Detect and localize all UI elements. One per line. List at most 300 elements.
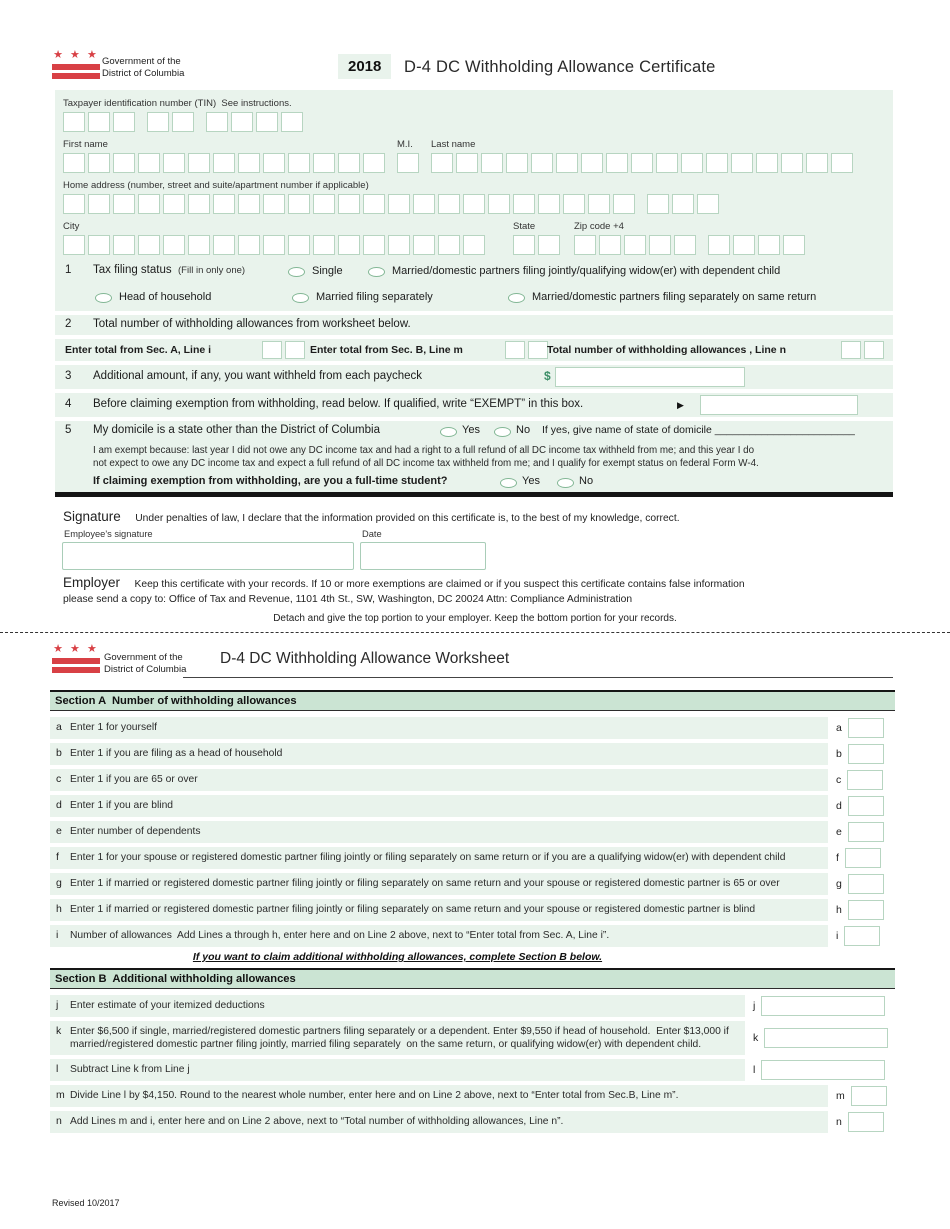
char-box[interactable] [613,194,635,214]
char-box-group [63,153,385,173]
char-box[interactable] [513,194,535,214]
dc-stars-icon: ★ ★ ★ [53,49,99,61]
line-3-label: Additional amount, if any, you want withheld from each paycheck [93,370,422,382]
entry-box-b[interactable] [848,744,884,764]
row-entry-c [828,769,895,791]
row-entry-e [828,821,895,843]
page-title: D-4 DC Withholding Allowance Certificate [404,58,716,76]
row-text-c [50,769,828,791]
employer-section [63,574,895,607]
row-letter: d [836,800,842,812]
worksheet [50,690,895,1137]
signature-declaration: Under penalties of law, I declare that the information provided on this certificate is, to the best of my knowledge, correct. [135,513,680,524]
char-box[interactable] [708,235,730,255]
row-letter: b [836,748,842,760]
line-4-label: Before claiming exemption from withholding, read below. If qualified, write “EXEMPT” in this box. [93,398,584,410]
char-box[interactable] [456,153,478,173]
row-letter: e [56,825,62,837]
sec-a-total-input [262,341,305,359]
char-box[interactable] [363,153,385,173]
row-letter: d [56,799,62,811]
char-box[interactable] [672,194,694,214]
worksheet-row-c [50,769,895,791]
char-box[interactable] [88,194,110,214]
char-box[interactable] [213,235,235,255]
char-box-group [505,341,548,359]
entry-box-n[interactable] [848,1112,884,1132]
student-yes-label: Yes [522,475,540,487]
char-box[interactable] [313,194,335,214]
line-number: 1 [65,264,72,276]
entry-box-m[interactable] [851,1086,887,1106]
exempt-arrow-icon: ▶ [677,400,684,410]
last-name-label: Last name [431,139,476,150]
char-box[interactable] [256,112,278,132]
char-box[interactable] [363,194,385,214]
char-box[interactable] [647,194,669,214]
char-box[interactable] [631,153,653,173]
char-box[interactable] [288,153,310,173]
row-label: Subtract Line k from Line j [70,1064,190,1075]
row-letter: i [56,929,59,941]
row-entry-g [828,873,895,895]
char-box-group [63,235,485,255]
row-entry-i [828,925,895,947]
row-text-m [50,1085,828,1107]
employee-signature-input[interactable] [62,542,354,570]
row-letter: m [56,1089,65,1101]
certificate-box [55,90,893,497]
char-box-group [708,235,805,255]
row-label: Enter 1 for your spouse or registered domestic partner filing jointly or filing separately on same return or if you are a qualifying widow(er) with dependent child [70,852,786,863]
row-entry-n [828,1111,895,1133]
line-4-exempt [55,393,893,417]
radio-single[interactable] [288,267,305,277]
char-box[interactable] [397,153,419,173]
option-married-sep-same-return: Married/domestic partners filing separately on same return [532,291,817,303]
char-box[interactable] [313,153,335,173]
char-box-group [147,112,194,132]
char-box[interactable] [188,235,210,255]
char-box-group [841,341,884,359]
char-box[interactable] [238,153,260,173]
line-number: 2 [65,318,72,330]
entry-box-g[interactable] [848,874,884,894]
char-box[interactable] [481,153,503,173]
char-box-group [63,194,635,214]
date-label: Date [362,529,382,539]
identity-section [55,90,893,311]
row-letter: a [836,722,842,734]
zip-input [574,235,805,255]
row-label: Enter 1 if married or registered domestic partner filing jointly or filing separately on same return and your spouse or registered domestic partner is 65 or over [70,878,780,889]
tin-label: Taxpayer identification number (TIN) See instructions. [63,98,292,109]
char-box-group [574,235,696,255]
option-married-separately: Married filing separately [316,291,433,303]
char-box[interactable] [147,112,169,132]
entry-box-c[interactable] [847,770,883,790]
fill-in-one-note: (Fill in only one) [178,265,246,276]
char-box[interactable] [463,235,485,255]
char-box[interactable] [781,153,803,173]
section-b-rows [50,995,895,1133]
char-box[interactable] [513,235,535,255]
dollar-sign: $ [544,369,551,383]
row-text-a [50,717,828,739]
row-letter: l [753,1064,756,1076]
radio-married-separately[interactable] [292,293,309,303]
char-box[interactable] [413,194,435,214]
worksheet-row-g [50,873,895,895]
row-entry-d [828,795,895,817]
row-letter: h [56,903,62,915]
char-box[interactable] [113,112,135,132]
char-box[interactable] [88,112,110,132]
char-box[interactable] [463,194,485,214]
radio-head-of-household[interactable] [95,293,112,303]
entry-box-k[interactable] [764,1028,888,1048]
home-address-label: Home address (number, street and suite/apartment number if applicable) [63,180,369,191]
row-text-l [50,1059,745,1081]
detach-note: Detach and give the top portion to your employer. Keep the bottom portion for your records. [273,613,677,624]
section-a-rows [50,717,895,947]
worksheet-row-l [50,1059,895,1081]
char-box[interactable] [588,194,610,214]
row-letter: n [56,1115,62,1127]
signature-title: Signature [63,509,121,524]
domicile-yes-label: Yes [462,424,480,436]
entry-box-f[interactable] [845,848,881,868]
row-letter: l [56,1063,59,1075]
tin-input [63,112,885,132]
char-box[interactable] [864,341,884,359]
char-box[interactable] [841,341,861,359]
employer-text-line2: please send a copy to: Office of Tax and Revenue, 1101 4th St., SW, Washington, DC 20024 Attn: Compliance Administration [63,594,633,605]
char-box[interactable] [338,194,360,214]
entry-box-a[interactable] [848,718,884,738]
char-box[interactable] [624,235,646,255]
option-married-jointly: Married/domestic partners filing jointly/qualifying widow(er) with dependent child [392,265,781,277]
row-text-f [50,847,828,869]
row-text-j [50,995,745,1017]
char-box[interactable] [113,235,135,255]
option-single: Single [312,265,343,277]
radio-domicile-yes[interactable] [440,427,457,437]
row-label: Enter 1 if married or registered domestic partner filing jointly or filing separately on same return and your spouse or registered domestic partner is blind [70,904,756,915]
city-input [63,235,485,255]
worksheet-row-i [50,925,895,947]
option-head-of-household: Head of household [119,291,212,303]
char-box[interactable] [213,153,235,173]
row-label: Enter number of dependents [70,826,201,837]
student-question: If claiming exemption from withholding, are you a full-time student? [93,475,448,487]
row-label: Add Lines m and i, enter here and on Line 2 above, next to “Total number of withholding allowances, Line n”. [70,1116,564,1127]
char-box[interactable] [388,235,410,255]
row-letter: h [836,904,842,916]
row-letter: k [753,1032,759,1044]
worksheet-row-m [50,1085,895,1107]
char-box[interactable] [263,235,285,255]
char-box[interactable] [63,153,85,173]
char-box[interactable] [783,235,805,255]
line-3-additional-amount [55,365,893,389]
char-box[interactable] [288,194,310,214]
char-box[interactable] [113,194,135,214]
char-box[interactable] [63,235,85,255]
detach-dashed-line [0,632,950,633]
char-box[interactable] [413,235,435,255]
char-box[interactable] [697,194,719,214]
line-2-allowances [55,315,893,335]
gov-label [102,56,184,79]
city-label: City [63,221,80,232]
employee-signature-label: Employee's signature [64,529,153,539]
zip-field [574,221,805,255]
char-box[interactable] [556,153,578,173]
row-label: Enter 1 if you are filing as a head of household [70,748,283,759]
last-name-field [431,139,853,173]
worksheet-row-j [50,995,895,1017]
char-box[interactable] [285,341,305,359]
row-label: Number of allowances Add Lines a through h, enter here and on Line 2 above, next to “Enter total from Sec. A, Line i”. [70,930,610,941]
row-letter: n [836,1116,842,1128]
gov-line-1: Government of the [104,652,183,663]
mi-input [397,153,419,173]
char-box[interactable] [163,235,185,255]
row-entry-b [828,743,895,765]
char-box[interactable] [281,112,303,132]
char-box[interactable] [313,235,335,255]
radio-student-yes[interactable] [500,478,517,488]
char-box-group [647,194,719,214]
gov-line-2: District of Columbia [104,663,187,675]
char-box-group [63,112,135,132]
state-of-domicile-label: If yes, give name of state of domicile ________________________ [542,424,855,436]
row-entry-h [828,899,895,921]
row-entry-l [745,1059,895,1081]
dc-stars-icon: ★ ★ ★ [53,643,99,655]
char-box[interactable] [599,235,621,255]
char-box[interactable] [674,235,696,255]
char-box[interactable] [733,235,755,255]
char-box[interactable] [238,235,260,255]
section-a-header: Section A Number of withholding allowances [50,690,895,711]
dc-flag-bar [52,667,100,673]
signature-section [63,508,895,526]
form-year: 2018 [338,54,391,79]
char-box[interactable] [731,153,753,173]
sec-b-total-input [505,341,548,359]
char-box[interactable] [138,194,160,214]
dc-flag-bar [52,658,100,664]
char-box[interactable] [388,194,410,214]
char-box-group [262,341,305,359]
filing-status-label: Tax filing status (Fill in only one) [93,264,246,276]
entry-box-i[interactable] [844,926,880,946]
entry-box-h[interactable] [848,900,884,920]
state-input [513,235,560,255]
row-letter: i [836,930,839,942]
row-text-g [50,873,828,895]
worksheet-row-h [50,899,895,921]
zip-label: Zip code +4 [574,221,624,232]
char-box[interactable] [138,153,160,173]
row-letter: f [56,851,59,863]
char-box[interactable] [188,194,210,214]
worksheet-row-n [50,1111,895,1133]
first-name-field [63,139,385,173]
row-text-h [50,899,828,921]
row-text-n [50,1111,828,1133]
entry-box-l[interactable] [761,1060,885,1080]
char-box-group [206,112,303,132]
worksheet-row-f [50,847,895,869]
char-box[interactable] [63,194,85,214]
worksheet-row-d [50,795,895,817]
row-label: Enter estimate of your itemized deductions [70,1000,265,1011]
entry-box-j[interactable] [761,996,885,1016]
char-box[interactable] [338,153,360,173]
row-letter: m [836,1090,845,1102]
char-box[interactable] [438,235,460,255]
home-address-input [63,194,885,214]
row-entry-f [828,847,895,869]
row-text-d [50,795,828,817]
char-box[interactable] [531,153,553,173]
char-box[interactable] [113,153,135,173]
middle-initial-field [397,139,419,173]
sec-a-total-label: Enter total from Sec. A, Line i [65,344,212,356]
char-box[interactable] [574,235,596,255]
char-box[interactable] [831,153,853,173]
char-box[interactable] [706,153,728,173]
row-label: Enter 1 for yourself [70,722,157,733]
char-box[interactable] [206,112,228,132]
char-box[interactable] [238,194,260,214]
line-number: 3 [65,370,72,382]
char-box[interactable] [213,194,235,214]
row-letter: e [836,826,842,838]
entry-box-e[interactable] [848,822,884,842]
exempt-statement-line2: not expect to owe any DC income tax and expect a full refund of all DC income tax withheld from me; and I qualify for exempt status on federal Form W-4. [93,458,759,469]
char-box[interactable] [538,194,560,214]
total-allowances-input [841,341,884,359]
radio-married-jointly[interactable] [368,267,385,277]
radio-married-sep-same-return[interactable] [508,293,525,303]
char-box[interactable] [63,112,85,132]
char-box[interactable] [163,153,185,173]
row-letter: j [56,999,59,1011]
char-box[interactable] [681,153,703,173]
char-box[interactable] [656,153,678,173]
char-box[interactable] [505,341,525,359]
row-letter: g [836,878,842,890]
total-allowances-label: Total number of withholding allowances , Line n [547,344,786,356]
char-box[interactable] [488,194,510,214]
row-letter: a [56,721,62,733]
row-text-e [50,821,828,843]
char-box[interactable] [138,235,160,255]
char-box-group [513,235,560,255]
row-letter: j [753,1000,756,1012]
line-number: 4 [65,398,72,410]
section-b-header: Section B Additional withholding allowances [50,968,895,989]
totals-row [55,339,893,361]
date-input[interactable] [360,542,486,570]
char-box[interactable] [649,235,671,255]
char-box[interactable] [88,235,110,255]
char-box[interactable] [263,194,285,214]
char-box[interactable] [538,235,560,255]
last-name-input [431,153,853,173]
row-entry-k [745,1021,895,1055]
char-box[interactable] [88,153,110,173]
entry-box-d[interactable] [848,796,884,816]
radio-student-no[interactable] [557,478,574,488]
worksheet-row-k [50,1021,895,1055]
radio-domicile-no[interactable] [494,427,511,437]
student-no-label: No [579,475,594,487]
worksheet-title: D-4 DC Withholding Allowance Worksheet [220,650,510,667]
char-box[interactable] [263,153,285,173]
char-box[interactable] [506,153,528,173]
char-box[interactable] [438,194,460,214]
row-entry-m [828,1085,895,1107]
char-box[interactable] [756,153,778,173]
line-2-label: Total number of withholding allowances from worksheet below. [93,318,411,330]
char-box[interactable] [606,153,628,173]
char-box[interactable] [758,235,780,255]
char-box[interactable] [363,235,385,255]
row-letter: c [836,774,842,786]
gov-line-2: District of Columbia [102,67,185,79]
gov-label-worksheet [104,652,186,675]
row-text-i [50,925,828,947]
state-label: State [513,221,536,232]
mi-label: M.I. [397,139,413,150]
first-name-label: First name [63,139,108,150]
domicile-no-label: No [516,424,531,436]
char-box[interactable] [431,153,453,173]
char-box-group [397,153,419,173]
line-5-domicile-block [55,421,893,492]
char-box[interactable] [563,194,585,214]
char-box[interactable] [288,235,310,255]
char-box[interactable] [231,112,253,132]
char-box[interactable] [163,194,185,214]
additional-amount-input[interactable] [555,367,745,387]
char-box[interactable] [188,153,210,173]
employer-title: Employer [63,575,121,590]
exempt-statement-line1: I am exempt because: last year I did not owe any DC income tax and had a right to a full refund of all DC income tax withheld from me; and this year I do [93,445,755,456]
exempt-input[interactable] [700,395,858,415]
char-box[interactable] [262,341,282,359]
row-letter: k [56,1025,62,1037]
dc-flag-logo-worksheet [52,644,100,673]
char-box[interactable] [581,153,603,173]
row-letter: b [56,747,62,759]
state-field [513,221,560,255]
char-box[interactable] [528,341,548,359]
employer-text-line1: Keep this certificate with your records. If 10 or more exemptions are claimed or if you suspect this certificate contains false information [134,579,745,590]
line-1-filing-status [63,264,885,308]
char-box[interactable] [172,112,194,132]
char-box[interactable] [338,235,360,255]
row-label: Enter 1 if you are blind [70,800,174,811]
row-label: Divide Line l by $4,150. Round to the nearest whole number, enter here and on Line 2 above, next to “Enter total from Sec.B, Line m”. [70,1090,679,1101]
char-box[interactable] [806,153,828,173]
row-entry-a [828,717,895,739]
